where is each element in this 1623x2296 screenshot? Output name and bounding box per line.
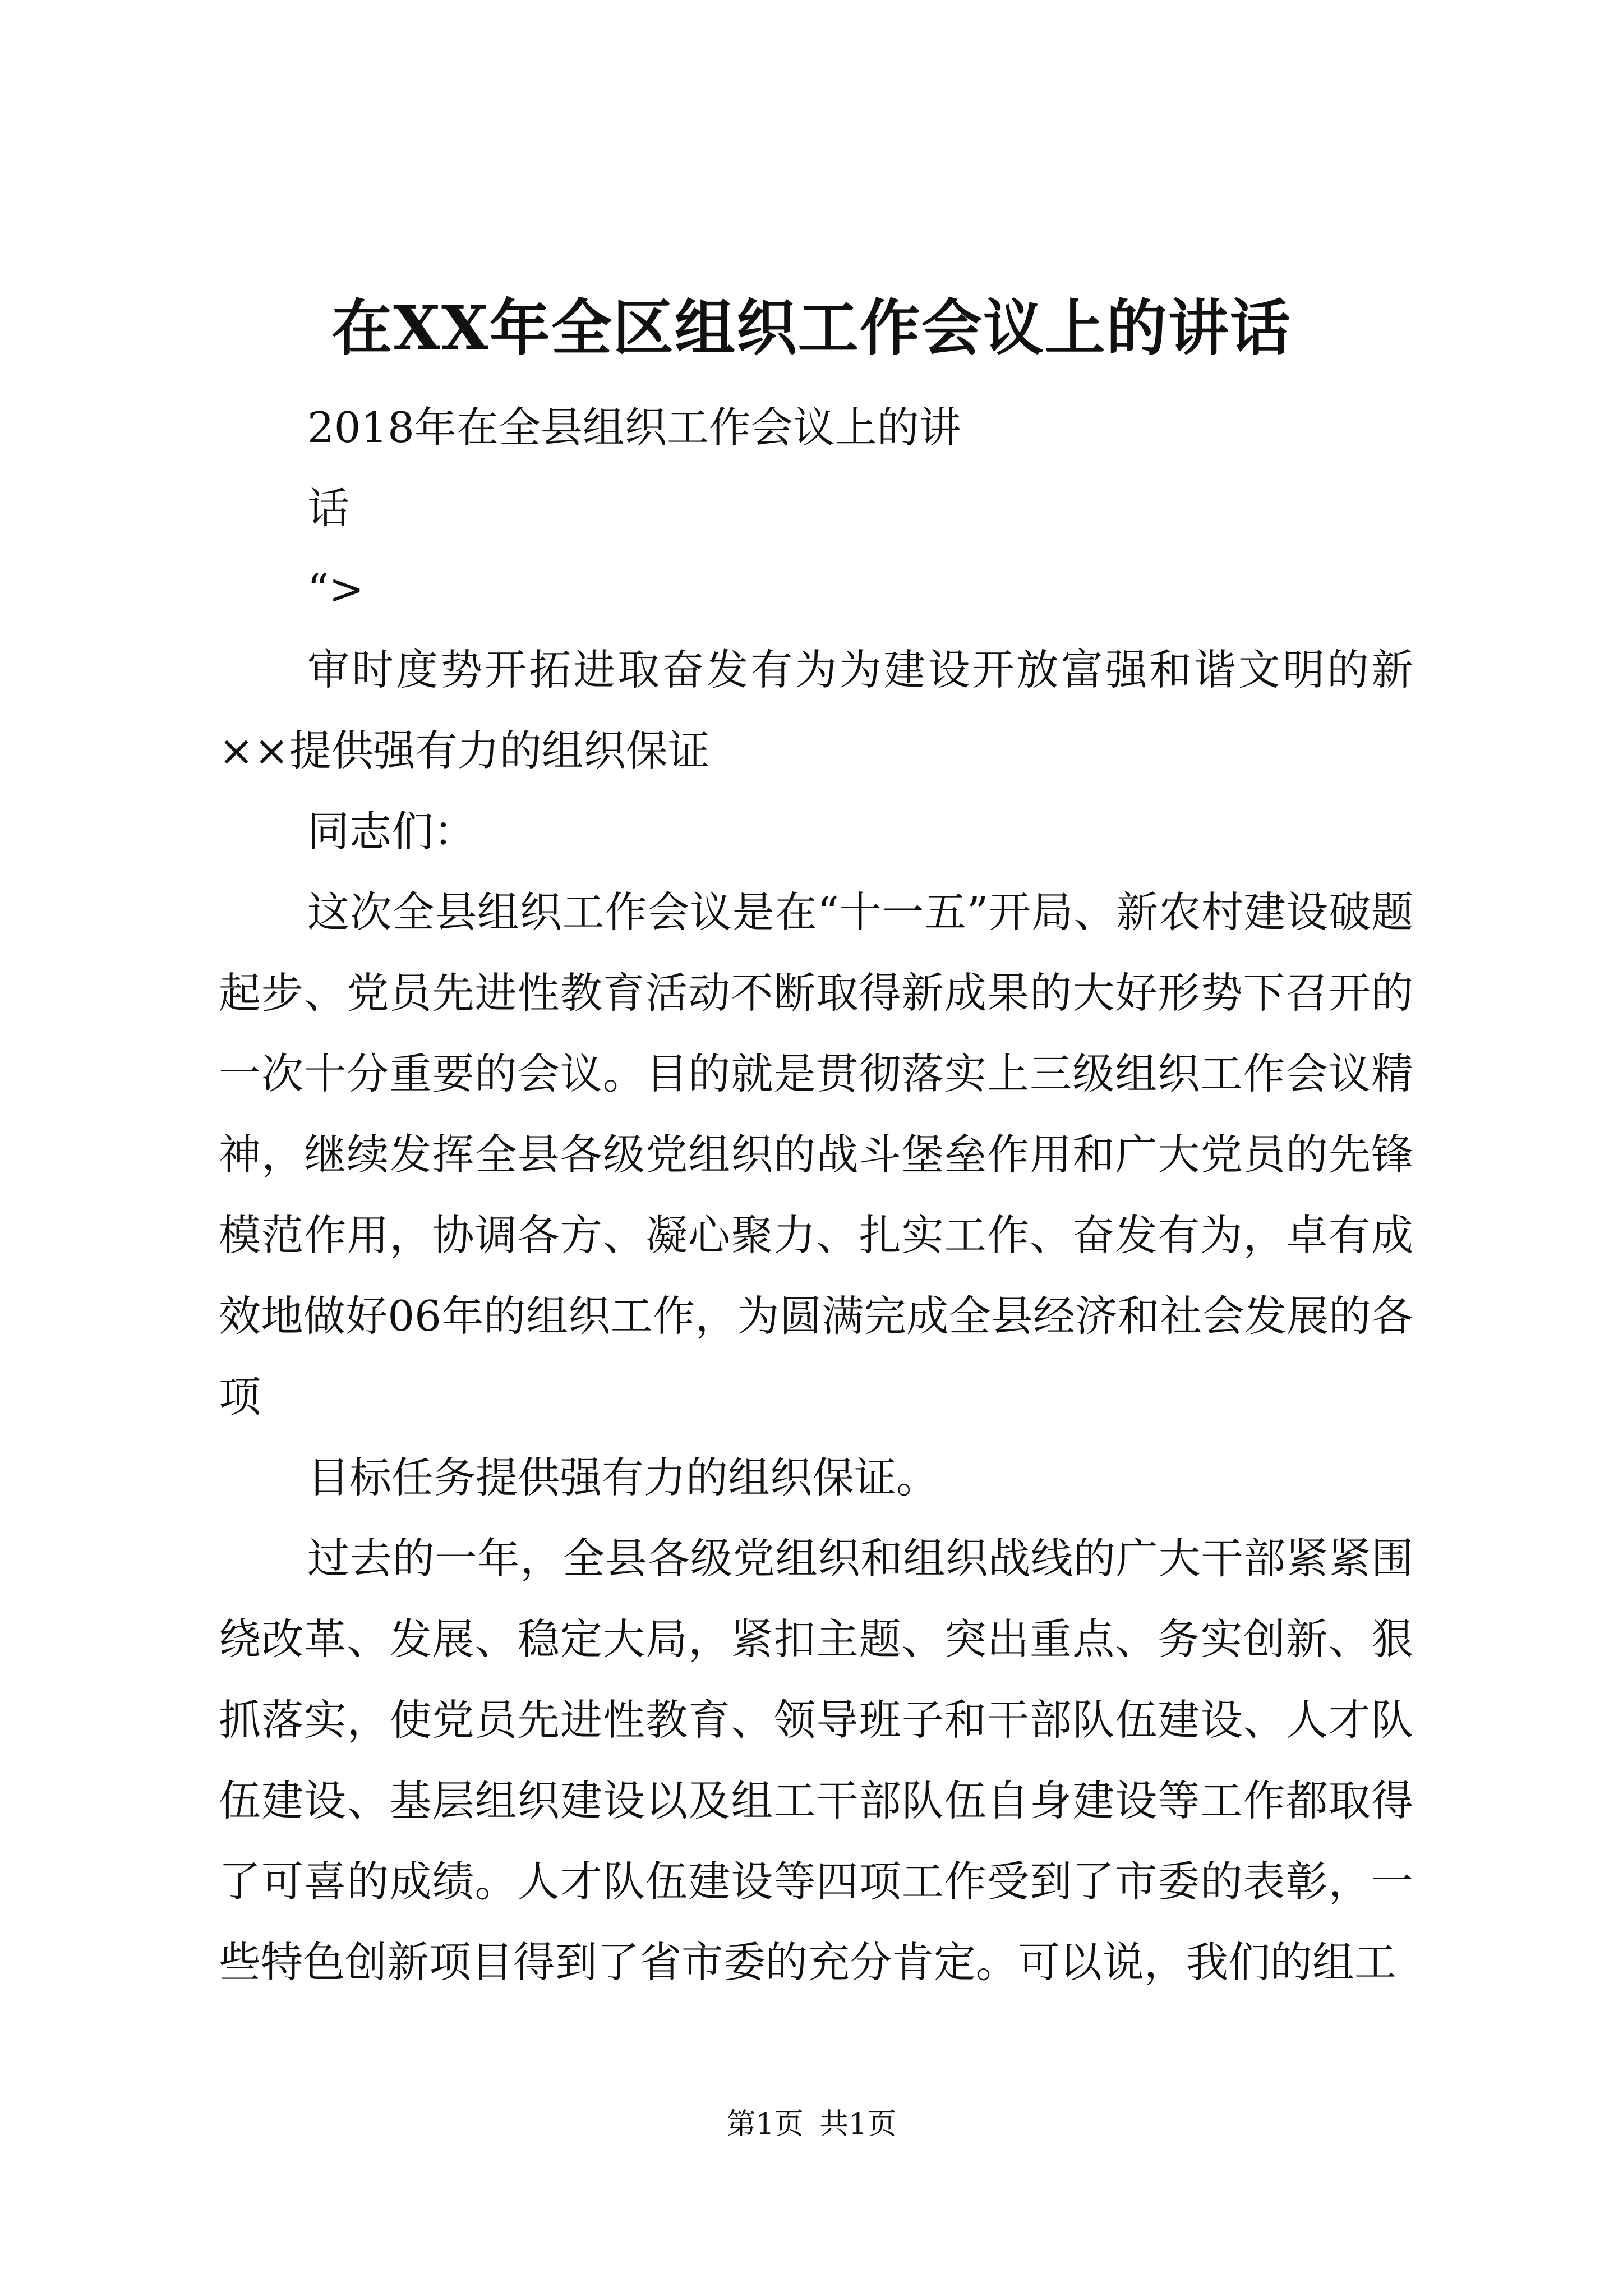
paragraph: 审时度势开拓进取奋发有为为建设开放富强和谐文明的新××提供强有力的组织保证 [219,645,1413,775]
document-body [219,387,1413,2003]
paragraph: 2018年在全县组织工作会议上的讲 [307,403,961,452]
paragraph: 同志们： [307,807,476,856]
document-title: 在XX年全区组织工作会议上的讲话 [331,293,1292,364]
paragraph: 话 [307,484,350,533]
paragraph: 过去的一年，全县各级党组织和组织战线的广大干部紧紧围绕改革、发展、稳定大局，紧扣主题、突出重点、务实创新、狠抓落实，使党员先进性教育、领导班子和干部队伍建设、人才队伍建设、基层组织建设以及组工干部队伍自身建设等工作都取得了可喜的成绩。人才队伍建设等四项工作受到了市委的表彰，一些特色创新项目得到了省市委的充分肯定。可以说，我们的组工 [219,1534,1413,1987]
page-number: 第1页 [726,2108,804,2141]
page-total: 共1页 [819,2108,897,2141]
paragraph: 这次全县组织工作会议是在“十一五”开局、新农村建设破题起步、党员先进性教育活动不断取得新成果的大好形势下召开的一次十分重要的会议。目的就是贯彻落实上三级组织工作会议精神，继续发挥全县各级党组织的战斗堡垒作用和广大党员的先锋模范作用，协调各方、凝心聚力、扎实工作、奋发有为，卓有成效地做好06年的组织工作，为圆满完成全县经济和社会发展的各项 [219,887,1413,1421]
paragraph: 目标任务提供强有力的组织保证。 [307,1453,939,1502]
page-footer [0,2105,1623,2144]
paragraph: “> [307,564,365,614]
